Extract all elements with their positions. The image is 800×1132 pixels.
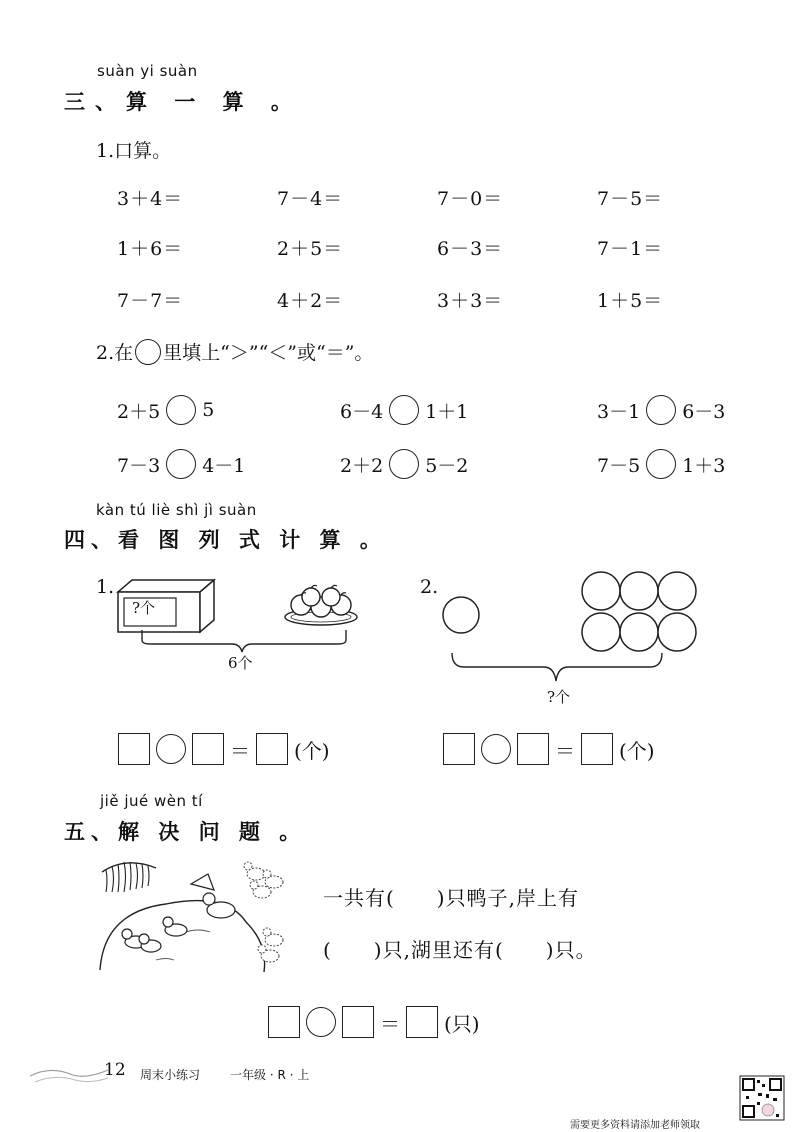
qr-code-icon [740, 1076, 784, 1120]
section3-pinyin: suàn yi suàn [97, 62, 198, 80]
ducks-pond-illustration [96, 852, 286, 977]
compare-right: 6－3 [682, 400, 726, 423]
compare-left: 2＋5 [117, 400, 161, 423]
answer-box[interactable] [256, 733, 288, 765]
equation-r2c1: 1＋6＝ [117, 238, 184, 260]
answer-circle[interactable] [389, 395, 419, 425]
compare-r1c3 [597, 395, 725, 425]
equation-r3c1: 7－7＝ [117, 290, 184, 312]
answer-box[interactable] [581, 733, 613, 765]
answer-circle[interactable] [166, 395, 196, 425]
compare-left: 7－3 [117, 454, 161, 477]
section5-pinyin: jiě jué wèn tí [100, 792, 203, 810]
answer-box[interactable] [443, 733, 475, 765]
question-line-1: 一共有( )只鸭子,岸上有 [323, 886, 579, 910]
equals-sign: ＝ [380, 1011, 400, 1036]
answer-box[interactable] [268, 1006, 300, 1038]
operator-circle[interactable] [306, 1007, 336, 1037]
equation-r1c2: 7－4＝ [277, 188, 344, 210]
compare-right: 5 [202, 399, 215, 421]
compare-left: 2＋2 [340, 454, 384, 477]
box-illustration [116, 578, 216, 634]
compare-right: 4－1 [202, 454, 246, 477]
operator-circle[interactable] [156, 734, 186, 764]
section4-title: 四、看 图 列 式 计 算 。 [64, 528, 387, 552]
compare-left: 6－4 [340, 400, 384, 423]
compare-left: 7－5 [597, 454, 641, 477]
total-label-2: ?个 [547, 688, 571, 706]
problem1-number: 1. [96, 576, 115, 598]
answer-box[interactable] [118, 733, 150, 765]
apples-plate-illustration [283, 585, 359, 627]
equation-r3c3: 3＋3＝ [437, 290, 504, 312]
equation-r3c2: 4＋2＝ [277, 290, 344, 312]
answer-circle-example [135, 339, 161, 365]
section3-part1-label: 1.口算。 [96, 140, 172, 162]
box-label: ?个 [132, 599, 156, 617]
page-number: 12 [104, 1060, 126, 1080]
formula-problem1 [118, 733, 330, 765]
answer-box[interactable] [192, 733, 224, 765]
brace-total-2 [450, 653, 665, 687]
answer-circle[interactable] [389, 449, 419, 479]
part2-label-suffix: 里填上“＞”“＜”或“＝”。 [163, 342, 374, 364]
formula-problem2 [443, 733, 655, 765]
answer-circle[interactable] [646, 395, 676, 425]
unit-label: (个) [619, 738, 655, 763]
answer-box[interactable] [517, 733, 549, 765]
footer-grade: 一年级 · R · 上 [230, 1068, 310, 1082]
section4-pinyin: kàn tú liè shì jì suàn [96, 501, 257, 519]
answer-circle[interactable] [166, 449, 196, 479]
compare-right: 1＋3 [682, 454, 726, 477]
compare-r1c2 [340, 395, 468, 425]
equals-sign: ＝ [230, 738, 250, 763]
qr-note: 需要更多资料请添加老师领取 [570, 1120, 700, 1131]
total-label-1: 6个 [228, 654, 253, 672]
formula-problem5 [268, 1006, 480, 1038]
footer-book: 周末小练习 [140, 1068, 201, 1082]
compare-r2c3 [597, 449, 725, 479]
equation-r1c3: 7－0＝ [437, 188, 504, 210]
section5-title: 五、解 决 问 题 。 [64, 820, 307, 844]
equals-sign: ＝ [555, 738, 575, 763]
equation-r2c3: 6－3＝ [437, 238, 504, 260]
operator-circle[interactable] [481, 734, 511, 764]
compare-right: 5－2 [425, 454, 469, 477]
answer-circle[interactable] [646, 449, 676, 479]
part2-label-prefix: 2.在 [96, 342, 134, 364]
section3-title: 三、算 一 算 。 [64, 90, 302, 114]
compare-r1c1 [117, 395, 214, 425]
answer-box[interactable] [342, 1006, 374, 1038]
compare-left: 3－1 [597, 400, 641, 423]
answer-box[interactable] [406, 1006, 438, 1038]
equation-r3c4: 1＋5＝ [597, 290, 664, 312]
equation-r1c1: 3＋4＝ [117, 188, 184, 210]
unit-label: (只) [444, 1011, 480, 1036]
equation-r1c4: 7－5＝ [597, 188, 664, 210]
question-line-2: ( )只,湖里还有( )只。 [323, 938, 597, 962]
unit-label: (个) [294, 738, 330, 763]
equation-r2c2: 2＋5＝ [277, 238, 344, 260]
problem2-number: 2. [420, 576, 439, 598]
compare-right: 1＋1 [425, 400, 469, 423]
footer-decoration [30, 1058, 110, 1088]
section3-part2-label [96, 338, 373, 365]
equation-r2c4: 7－1＝ [597, 238, 664, 260]
compare-r2c1 [117, 449, 245, 479]
circles-illustration [438, 570, 703, 656]
compare-r2c2 [340, 449, 468, 479]
